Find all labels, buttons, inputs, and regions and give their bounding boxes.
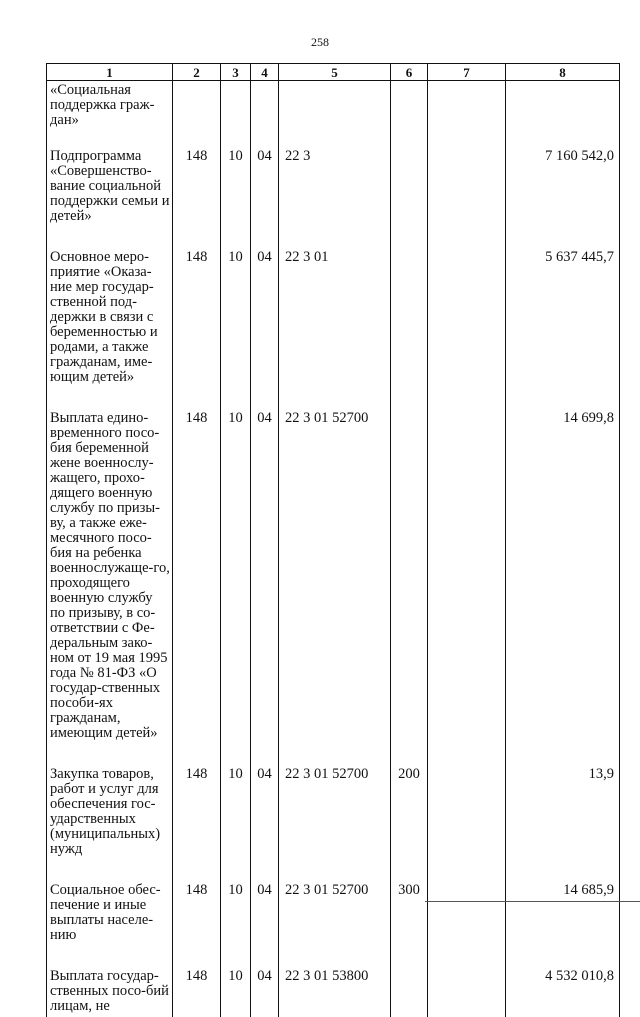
cell-col5: 22 3 [279,148,391,249]
cell-col2: 148 [173,148,221,249]
column-header: 8 [506,64,620,81]
budget-table-container [46,63,619,1017]
cell-col6: 300 [391,882,428,968]
cell-col6 [391,410,428,766]
cell-col4: 04 [251,410,279,766]
cell-col8 [506,81,620,149]
cell-col7 [428,249,506,410]
cell-col6 [391,81,428,149]
cell-col5: 22 3 01 53800 [279,968,391,1017]
cell-col7 [428,766,506,882]
row-name: Подпрограмма «Совершенство-вание социальной поддержки семьи и детей» [47,148,173,249]
cell-col3 [221,81,251,149]
column-header: 2 [173,64,221,81]
cell-col2: 148 [173,249,221,410]
header-row [47,64,620,81]
cell-col2: 148 [173,882,221,968]
table-row [47,882,620,968]
cell-col7 [428,882,506,968]
budget-table [46,63,620,1017]
cell-col6 [391,148,428,249]
cell-col7 [428,81,506,149]
cell-col7 [428,410,506,766]
table-row [47,968,620,1017]
cell-col3: 10 [221,766,251,882]
row-name: Выплата едино-временного посо-бия беременной жене военнослу-жащего, прохо-дящего военную службу по призы-ву, а также еже-месячного посо-бия на ребенка военнослужаще-го, проходящего военную службу по призыву, в со-ответствии с Фе-деральным зако-ном от 19 мая 1995 года № 81-ФЗ «О государ-ственных пособи-ях гражданам, имеющим детей» [47,410,173,766]
cell-col8: 14 685,9 [506,882,620,968]
cell-col3: 10 [221,882,251,968]
row-name: Выплата государ-ственных посо-бий лицам, не [47,968,173,1017]
cell-col3: 10 [221,410,251,766]
cell-col4: 04 [251,968,279,1017]
cell-col6 [391,249,428,410]
cell-col5: 22 3 01 [279,249,391,410]
row-name: Основное меро-приятие «Оказа-ние мер государ-ственной под-держки в связи с беременностью и родами, а также гражданам, име-ющим детей» [47,249,173,410]
cell-col2: 148 [173,968,221,1017]
column-header: 7 [428,64,506,81]
row-name: Социальное обес-печение и иные выплаты населе-нию [47,882,173,968]
cell-col7 [428,968,506,1017]
cell-col5: 22 3 01 52700 [279,410,391,766]
cell-col4: 04 [251,249,279,410]
cell-col8: 5 637 445,7 [506,249,620,410]
table-row [47,249,620,410]
row-name: «Социальная поддержка граж-дан» [47,81,173,149]
table-row [47,410,620,766]
table-row [47,148,620,249]
page-number: 258 [311,35,329,49]
column-header: 3 [221,64,251,81]
cell-col2: 148 [173,766,221,882]
cell-col6: 200 [391,766,428,882]
table-row [47,81,620,149]
cell-col8: 7 160 542,0 [506,148,620,249]
cell-col5: 22 3 01 52700 [279,882,391,968]
footer-divider [425,901,640,902]
cell-col4: 04 [251,148,279,249]
cell-col3: 10 [221,148,251,249]
cell-col5: 22 3 01 52700 [279,766,391,882]
cell-col3: 10 [221,249,251,410]
cell-col4: 04 [251,882,279,968]
cell-col2 [173,81,221,149]
cell-col4: 04 [251,766,279,882]
column-header: 6 [391,64,428,81]
cell-col2: 148 [173,410,221,766]
column-header: 1 [47,64,173,81]
table-row [47,766,620,882]
cell-col4 [251,81,279,149]
cell-col8: 14 699,8 [506,410,620,766]
cell-col6 [391,968,428,1017]
row-name: Закупка товаров, работ и услуг для обеспечения гос-ударственных (муниципальных) нужд [47,766,173,882]
cell-col8: 13,9 [506,766,620,882]
column-header: 5 [279,64,391,81]
cell-col3: 10 [221,968,251,1017]
cell-col5 [279,81,391,149]
cell-col8: 4 532 010,8 [506,968,620,1017]
cell-col7 [428,148,506,249]
column-header: 4 [251,64,279,81]
